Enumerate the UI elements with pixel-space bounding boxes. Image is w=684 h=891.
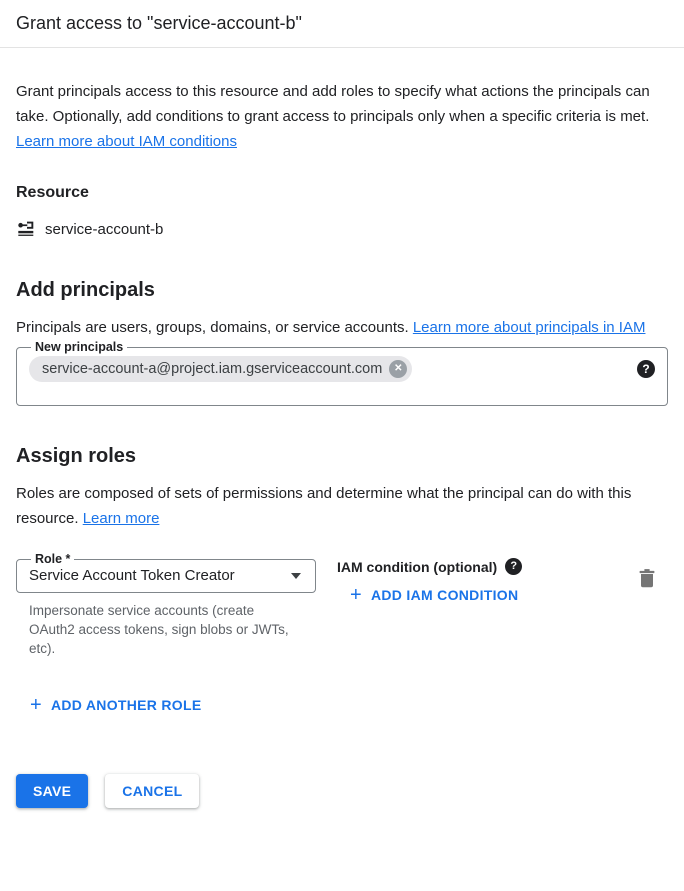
dialog-actions (16, 774, 668, 808)
dropdown-caret-icon (291, 573, 301, 579)
iam-conditions-link[interactable]: Learn more about IAM conditions (16, 133, 237, 150)
plus-icon: + (30, 694, 42, 716)
role-column (16, 552, 316, 658)
intro-text: Grant principals access to this resource and add roles to specify what actions the principals can take. Optionally, add conditions to grant access to principals only when a specific criteria is met. (16, 83, 650, 125)
dialog-body (0, 79, 684, 808)
cancel-button[interactable]: CANCEL (105, 774, 199, 808)
intro-paragraph (16, 79, 668, 154)
role-row (16, 552, 668, 658)
plus-icon: + (350, 584, 362, 606)
iam-condition-help-icon[interactable]: ? (505, 558, 522, 575)
principals-description-text: Principals are users, groups, domains, or service accounts. (16, 319, 413, 336)
iam-condition-label-row (337, 558, 522, 575)
role-selected-value: Service Account Token Creator (29, 567, 235, 584)
iam-condition-label: IAM condition (optional) (337, 558, 498, 575)
delete-role-button[interactable] (638, 568, 656, 588)
principals-learn-more-link[interactable]: Learn more about principals in IAM (412, 319, 646, 336)
role-value-row (29, 567, 303, 584)
roles-description-text: Roles are composed of sets of permissions and determine what the principal can do with this resource. (16, 485, 632, 527)
role-label: Role * (35, 552, 71, 566)
role-select[interactable] (16, 552, 316, 593)
resource-row (16, 219, 668, 239)
assign-roles-heading: Assign roles (16, 445, 137, 467)
principal-chip-row (29, 356, 655, 382)
principals-help-icon[interactable]: ? (637, 360, 655, 378)
principal-chip-label: service-account-a@project.iam.gserviceaccount.com (42, 361, 383, 377)
title-divider (0, 47, 684, 48)
role-helper-text: Impersonate service accounts (create OAuth2 access tokens, sign blobs or JWTs, etc). (29, 603, 289, 656)
resource-name: service-account-b (45, 220, 164, 238)
new-principals-label: New principals (35, 340, 124, 354)
roles-learn-more-link[interactable]: Learn more (82, 510, 160, 527)
add-iam-condition-button[interactable] (350, 585, 518, 605)
new-principals-field[interactable] (16, 340, 668, 406)
roles-description (16, 481, 668, 531)
add-principals-heading: Add principals (16, 279, 155, 301)
service-account-icon (16, 219, 36, 239)
principal-chip (29, 356, 412, 382)
add-another-role-label: ADD ANOTHER ROLE (50, 697, 202, 713)
add-iam-condition-label: ADD IAM CONDITION (370, 587, 519, 603)
resource-heading: Resource (16, 184, 89, 201)
dialog-title: Grant access to "service-account-b" (16, 13, 302, 33)
chip-close-icon[interactable]: ✕ (389, 360, 407, 378)
add-another-role-button[interactable] (30, 695, 202, 715)
iam-condition-column (337, 552, 522, 606)
principals-description (16, 315, 668, 340)
trash-icon (638, 568, 656, 588)
save-button[interactable]: SAVE (16, 774, 88, 808)
